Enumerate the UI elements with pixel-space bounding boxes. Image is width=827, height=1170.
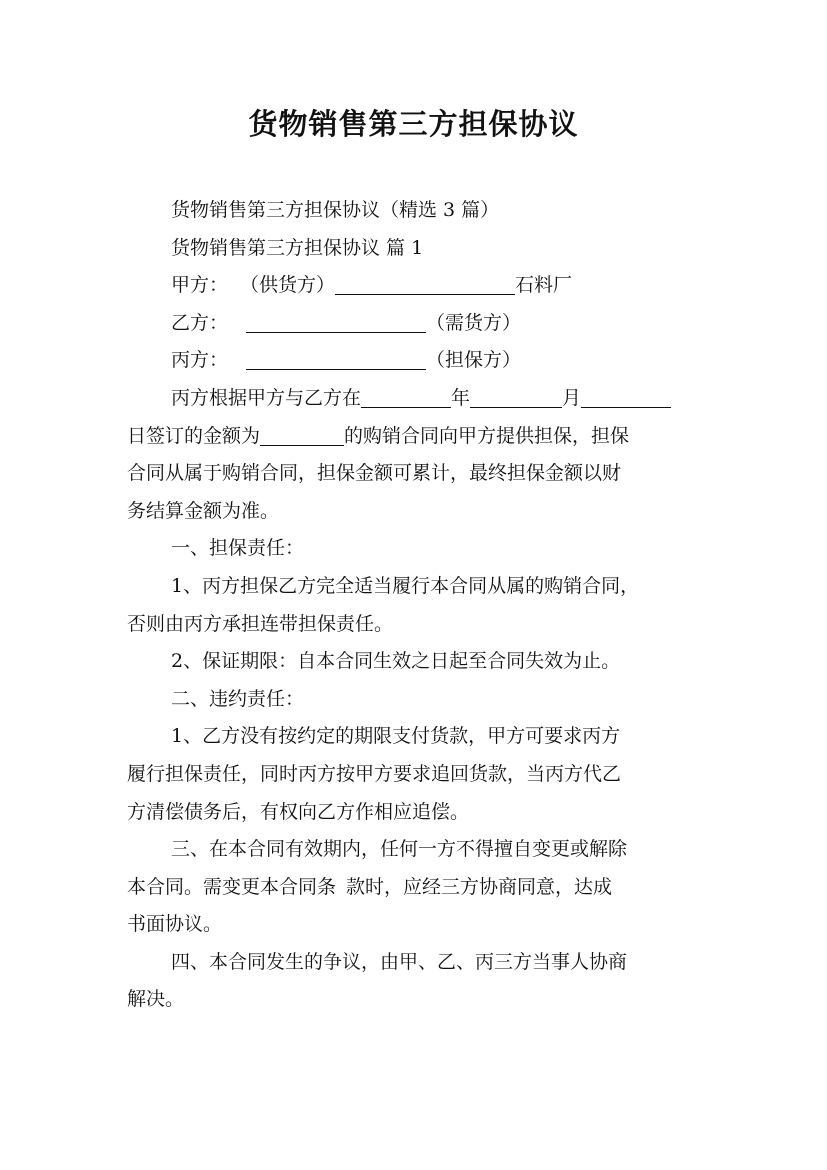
section1-heading: 一、担保责任： [171,537,305,560]
section2-heading: 二、违约责任： [171,687,305,710]
intro-part2: 日签订的金额为 [127,424,261,447]
section1-item1-line1: 1、丙方担保乙方完全适当履行本合同从属的购销合同， [171,574,640,597]
date-month-blank [470,381,562,408]
intro-line-4: 务结算金额为准。 [127,499,280,522]
section3-line2b: 款时，应经三方协商同意，达成 [346,875,613,898]
amount-blank [260,419,344,446]
document-body [127,192,707,1019]
party-c-label: 丙方： [171,349,229,372]
date-day-blank [581,381,671,408]
party-b-label: 乙方： [171,311,229,334]
section3-line1: 三、在本合同有效期内，任何一方不得擅自变更或解除 [171,838,628,861]
document-subtitle: 货物销售第三方担保协议（精选 3 篇） [171,199,500,221]
section2-item1-line3: 方清偿债务后，有权向乙方作相应追偿。 [127,800,470,823]
section3-line2 [127,869,707,907]
party-b-role: （需货方） [426,311,522,334]
section3-line3: 书面协议。 [127,913,223,936]
intro-line-2 [127,418,707,456]
intro-month: 月 [562,386,582,409]
party-c-line [127,342,707,380]
section1-item2: 2、保证期限：自本合同生效之日起至合同失效为止。 [171,650,621,673]
party-b-blank [246,306,426,333]
section3-line2a: 本合同。需变更本合同条 [127,875,337,898]
intro-line-1 [127,380,707,418]
intro-part1: 丙方根据甲方与乙方在 [171,386,362,409]
party-c-role: （担保方） [426,349,522,372]
article-heading: 货物销售第三方担保协议 篇 1 [171,236,424,259]
party-a-blank [335,268,515,295]
section2-item1-line1: 1、乙方没有按约定的期限支付货款，甲方可要求丙方 [171,725,621,748]
document-title: 货物销售第三方担保协议 [248,107,579,141]
intro-year: 年 [451,386,471,409]
party-c-blank [246,343,426,370]
party-b-line [127,305,707,343]
party-a-role: （供货方） [240,274,336,297]
section4-line2: 解决。 [127,988,185,1011]
section2-item1-line2: 履行担保责任，同时丙方按甲方要求追回货款，当丙方代乙 [127,762,622,785]
section4-line1: 四、本合同发生的争议，由甲、乙、丙三方当事人协商 [171,950,628,973]
intro-line-3: 合同从属于购销合同，担保金额可累计，最终担保金额以财 [127,462,622,485]
party-a-name-suffix: 石料厂 [515,274,573,297]
intro-part3: 的购销合同向甲方提供担保，担保 [344,424,630,447]
party-a-label: 甲方： [171,274,229,297]
party-a-line [127,267,707,305]
section1-item1-line2: 否则由丙方承担连带担保责任。 [127,612,394,635]
date-year-blank [361,381,451,408]
